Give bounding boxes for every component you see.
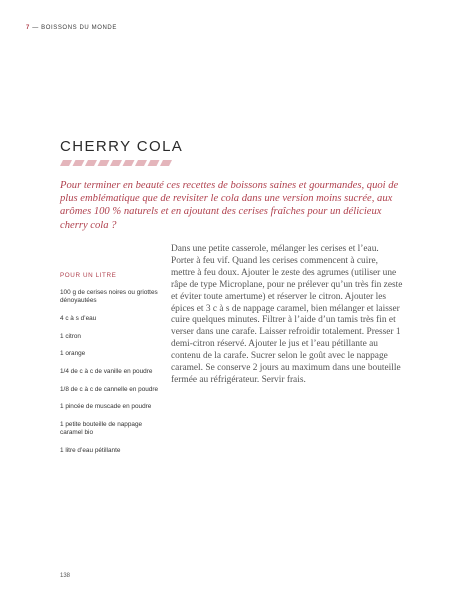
- running-header: [26, 25, 117, 31]
- recipe-method: Dans une petite casserole, mélanger les cerises et l’eau. Porter à feu vif. Quand les cerises commencent à cuire, mettre à feu doux. Ajouter le zeste des agrumes (utiliser une râpe de type Microplane, pour ne prélever qu’un très fin zeste et éviter toute amertume) et réserver le citron. Ajouter les épices et 3 c à s de nappage caramel, bien mélanger et laisser cuire quelques minutes. Filtrer à l’aide d’un tamis très fin et verser dans une carafe. Laisser refroidir totalement. Presser 1 demi-citron réservé. Ajouter le jus et l’eau pétillante au contenu de la carafe. Sucrer selon le goût avec le nappage caramel. Se conserve 2 jours au maximum dans une bouteille fermée au réfrigérateur. Servir frais.: [171, 244, 403, 385]
- divider-dash: [135, 160, 147, 166]
- recipe-title: CHERRY COLA: [60, 138, 184, 155]
- recipe-intro: Pour terminer en beauté ces recettes de boissons saines et gourmandes, quoi de plus emblématique que de revisiter le cola dans une version moins sucrée, aux arômes 100 % naturels et en ajoutant des cerises fraîches pour un délicieux cherry cola ?: [60, 180, 399, 231]
- page-number: 138: [60, 573, 71, 579]
- divider-dash: [160, 160, 172, 166]
- divider-dash: [110, 160, 122, 166]
- divider-dash: [123, 160, 135, 166]
- ingredient-item: 1/4 de c à c de vanille en poudre: [60, 368, 153, 376]
- ingredient-item: 1 pincée de muscade en poudre: [60, 403, 152, 411]
- divider-dash: [60, 160, 72, 166]
- divider-dash: [85, 160, 97, 166]
- divider-dash: [98, 160, 110, 166]
- ingredients-column: [60, 272, 160, 465]
- ingredient-item: 1 litre d’eau pétillante: [60, 447, 121, 455]
- ingredient-item: 1 citron: [60, 332, 81, 340]
- ingredient-list: [60, 289, 160, 455]
- ingredient-item: 1/8 de c à c de cannelle en poudre: [60, 385, 159, 393]
- chapter-title: — BOISSONS DU MONDE: [32, 25, 117, 31]
- divider-dash: [148, 160, 160, 166]
- ingredient-item: 1 orange: [60, 350, 86, 358]
- divider-dash: [73, 160, 85, 166]
- chapter-number: 7: [26, 25, 30, 31]
- ingredient-item: 100 g de cerises noires ou griottes dénoyautées: [60, 289, 158, 305]
- ingredients-heading: POUR UN LITRE: [60, 272, 117, 279]
- ingredient-item: 4 c à s d’eau: [60, 314, 97, 322]
- title-divider: [60, 160, 172, 166]
- ingredient-item: 1 petite bouteille de nappage caramel bio: [60, 421, 143, 437]
